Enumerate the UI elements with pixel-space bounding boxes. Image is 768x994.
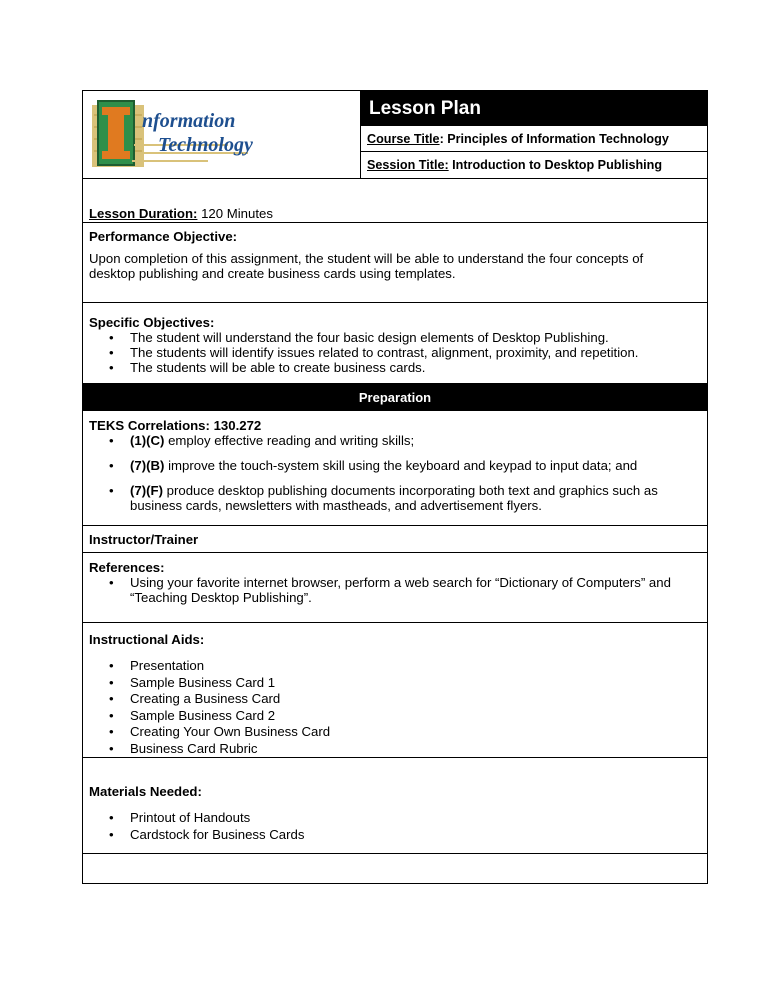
lesson-plan-title: Lesson Plan bbox=[361, 91, 707, 125]
aids-list bbox=[83, 658, 683, 757]
header-row bbox=[83, 91, 707, 179]
aids-heading: Instructional Aids: bbox=[89, 632, 205, 647]
session-title: Session Title: Introduction to Desktop Publishing bbox=[361, 151, 707, 177]
specific-row bbox=[83, 303, 707, 384]
teks-row bbox=[83, 411, 707, 526]
list-item: • The students will be able to create business cards. bbox=[109, 360, 426, 375]
instructor-heading: Instructor/Trainer bbox=[89, 532, 199, 547]
list-item: • Business Card Rubric bbox=[109, 740, 258, 756]
references-heading: References: bbox=[89, 560, 165, 575]
course-title: Course Title: Principles of Information Technology bbox=[361, 125, 707, 151]
materials-list bbox=[83, 810, 683, 843]
lesson-plan-table bbox=[82, 90, 708, 884]
specific-heading: Specific Objectives: bbox=[89, 315, 215, 330]
empty-row bbox=[83, 854, 707, 883]
references-row bbox=[83, 553, 707, 623]
list-item: • Creating Your Own Business Card bbox=[109, 724, 331, 739]
materials-heading: Materials Needed: bbox=[89, 784, 202, 799]
list-item: • The students will identify issues related to contrast, alignment, proximity, and repetition. bbox=[109, 345, 639, 360]
list-item: • The student will understand the four basic design elements of Desktop Publishing. bbox=[109, 330, 609, 345]
performance-heading: Performance Objective: bbox=[89, 229, 238, 244]
teks-heading: TEKS Correlations: 130.272 bbox=[89, 418, 262, 433]
svg-text:nformation: nformation bbox=[142, 110, 236, 132]
performance-text: Upon completion of this assignment, the student will be able to understand the four concepts of desktop publishing and create business cards using templates. bbox=[89, 251, 644, 281]
list-item: • Using your favorite internet browser, perform a web search for “Dictionary of Computers” and “Teaching Desktop Publishing”. bbox=[109, 575, 671, 605]
information-technology-logo bbox=[88, 97, 274, 173]
materials-row bbox=[83, 758, 707, 854]
list-item: • Creating a Business Card bbox=[109, 691, 281, 706]
teks-list bbox=[83, 433, 683, 513]
specific-list bbox=[83, 330, 703, 375]
list-item: • (7)(B) improve the touch-system skill using the keyboard and keypad to input data; and bbox=[109, 458, 638, 473]
list-item: • Presentation bbox=[109, 658, 205, 673]
list-item: • Cardstock for Business Cards bbox=[109, 826, 305, 842]
list-item: • Printout of Handouts bbox=[109, 810, 251, 825]
duration-row bbox=[83, 179, 707, 223]
lesson-duration: Lesson Duration: 120 Minutes bbox=[89, 206, 273, 221]
list-item: • Sample Business Card 1 bbox=[109, 674, 276, 690]
instructor-row bbox=[83, 526, 707, 553]
list-item: • (1)(C) employ effective reading and writing skills; bbox=[109, 433, 415, 448]
aids-row bbox=[83, 623, 707, 758]
preparation-header: Preparation bbox=[83, 384, 707, 411]
svg-text:Technology: Technology bbox=[158, 134, 253, 156]
performance-row bbox=[83, 223, 707, 303]
references-list bbox=[83, 575, 683, 605]
list-item: • (7)(F) produce desktop publishing documents incorporating both text and graphics such as business cards, newsletters with mastheads, and advertisement flyers. bbox=[109, 483, 658, 513]
logo-cell bbox=[83, 91, 361, 178]
list-item: • Sample Business Card 2 bbox=[109, 707, 276, 723]
